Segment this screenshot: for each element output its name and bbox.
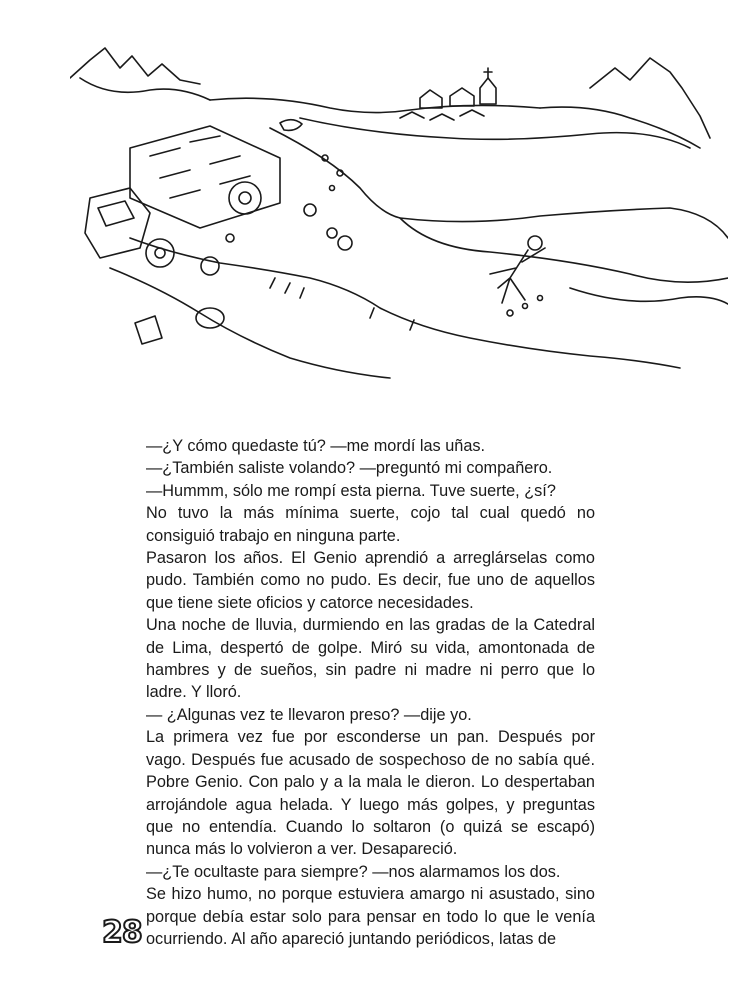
paragraph: La primera vez fue por esconderse un pan. Después por vago. Después fue acusado de sospechoso de no sabía qué. Pobre Genio. Con palo y a la mala le dieron. Lo despertaban arrojándole agua helada. Y luego más golpes, y preguntas que no entendía. Cuando lo soltaron (o quizá se escapó) nunca más lo volvieron a ver. Desapareció. (146, 728, 595, 859)
body-text (146, 435, 595, 950)
paragraph: No tuvo la más mínima suerte, cojo tal cual quedó no consiguió trabajo en ninguna parte. (146, 504, 595, 545)
paragraph: Pasaron los años. El Genio aprendió a arreglárselas como pudo. También como no pudo. Es decir, fue uno de aquellos que tiene siete oficios y catorce necesidades. (146, 549, 595, 612)
slope-line (570, 288, 728, 304)
paragraph: —¿Te ocultaste para siempre? —nos alarmamos los dos. (146, 862, 561, 881)
hill-line (210, 98, 540, 112)
person-head (528, 236, 542, 250)
pebble (330, 186, 335, 191)
grass-strokes (270, 278, 414, 330)
paragraph: Se hizo humo, no porque estuviera amargo ni asustado, sino porque debía estar solo para pensar en todo lo que le venía ocurriendo. Al año apareció juntando periódicos, latas de (146, 885, 595, 948)
paragraph: —¿Y cómo quedaste tú? —me mordí las uñas. (146, 437, 486, 455)
pebble (538, 296, 543, 301)
truck-window (98, 201, 134, 226)
truck-crash-illustration-icon (70, 38, 728, 383)
paragraph: —¿También saliste volando? —preguntó mi compañero. (146, 459, 553, 478)
truck-hub (155, 248, 165, 258)
church-cross (484, 68, 492, 78)
village-house (450, 88, 474, 106)
pebble (523, 304, 528, 309)
rock (327, 228, 337, 238)
cliff-edge (110, 268, 390, 378)
truck-cargo (130, 126, 280, 228)
village-church (480, 78, 496, 104)
truck-wheel (146, 239, 174, 267)
mountain-line (590, 58, 710, 138)
truck-slats (150, 136, 250, 198)
road-edge (270, 128, 728, 238)
debris (135, 316, 162, 344)
paragraph: Una noche de lluvia, durmiendo en las gradas de la Catedral de Lima, despertó de golpe. Miró su vida, amontonada de hambres y de sueños, sin padre ni madre ni perro que lo ladre. Y lloró. (146, 616, 595, 702)
village-roofs (400, 110, 484, 120)
paragraph: — ¿Algunas vez te llevaron preso? —dije yo. (146, 705, 472, 724)
page-number: 28 (102, 915, 142, 950)
truck-hub (239, 192, 251, 204)
village-house (420, 90, 442, 108)
pebble (507, 310, 513, 316)
flying-bird (280, 120, 302, 131)
rock (196, 308, 224, 328)
paragraph: —Hummm, sólo me rompí esta pierna. Tuve suerte, ¿sí? (146, 481, 556, 500)
truck-wheel (229, 182, 261, 214)
rock (338, 236, 352, 250)
rock (304, 204, 316, 216)
road-edge (400, 218, 728, 282)
hill-line (300, 118, 690, 148)
pebble (226, 234, 234, 242)
rock (201, 257, 219, 275)
person-body (490, 248, 545, 303)
mountain-line (70, 48, 200, 84)
